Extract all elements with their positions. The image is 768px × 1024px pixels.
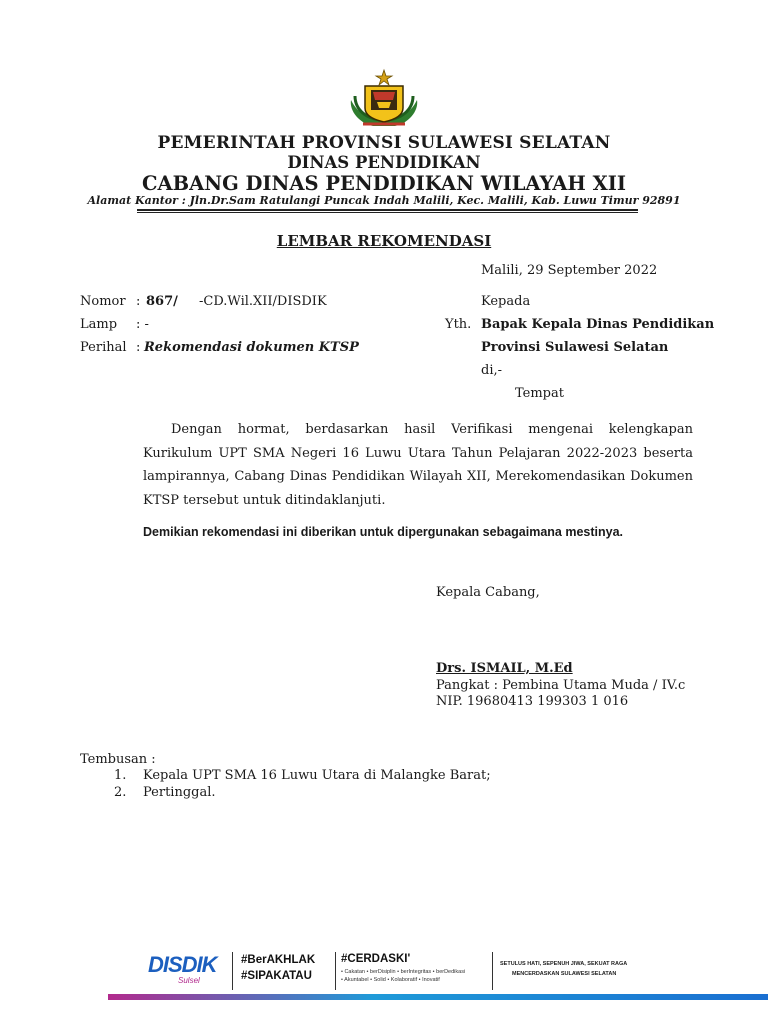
disdik-logo <box>148 952 228 992</box>
lamp-label: Lamp <box>80 317 118 332</box>
perihal-value: Rekomendasi dokumen KTSP <box>144 340 359 355</box>
tembusan-item-text: Kepala UPT SMA 16 Luwu Utara di Malangke Barat; <box>143 768 491 783</box>
nomor-colon: : <box>136 294 141 309</box>
nomor-code: -CD.Wil.XII/DISDIK <box>199 294 327 309</box>
recipient-di: di,- <box>481 363 503 378</box>
header-agency: DINAS PENDIDIKAN <box>287 153 481 172</box>
footer-divider <box>335 952 336 990</box>
signature-name: Drs. ISMAIL, M.Ed <box>436 661 573 676</box>
recipient-yth: Yth. <box>445 317 472 332</box>
tembusan-item-text: Pertinggal. <box>143 785 216 800</box>
tag-berakhlak: #BerAKHLAK <box>241 954 316 966</box>
values-line1: • Cakatan • berDisiplin • berIntegritas • berDedikasi <box>341 969 466 975</box>
footer-color-bar <box>108 994 768 1000</box>
header-rule-thick <box>137 209 638 211</box>
provincial-emblem <box>343 68 425 130</box>
signature-position: Kepala Cabang, <box>436 585 540 600</box>
recipient-line2: Provinsi Sulawesi Selatan <box>481 340 669 355</box>
body-paragraph: Dengan hormat, berdasarkan hasil Verifikasi mengenai kelengkapan Kurikulum UPT SMA Negeri 16 Luwu Utara Tahun Pelajaran 2022-2023 beserta lampirannya, Cabang Dinas Pendidikan Wilayah XII, Merekomendasikan Dokumen KTSP tersebut untuk ditindaklanjuti. <box>143 422 693 508</box>
motto-line1: SETULUS HATI, SEPENUH JIWA, SEKUAT RAGA <box>500 961 628 967</box>
motto-line2: MENCERDASKAN SULAWESI SELATAN <box>512 971 617 977</box>
footer-divider <box>232 952 233 990</box>
header-rule-thin <box>137 212 638 213</box>
tembusan-item-num: 2. <box>114 785 127 800</box>
disdik-logo-text: DISDIK <box>148 952 217 977</box>
recipient-kepada: Kepada <box>481 294 531 309</box>
perihal-colon: : <box>136 340 141 355</box>
values-line2: • Akuntabel • Solid • Kolaboratif • Inovatif <box>341 977 440 983</box>
lamp-value: : - <box>136 317 149 332</box>
nomor-label: Nomor <box>80 294 126 309</box>
header-government: PEMERINTAH PROVINSI SULAWESI SELATAN <box>157 133 611 153</box>
tag-cerdaski: #CERDASKI' <box>341 953 411 965</box>
recipient-line1: Bapak Kepala Dinas Pendidikan <box>481 317 715 332</box>
disdik-logo-sub: Sulsel <box>178 976 200 985</box>
header-address: Alamat Kantor : Jln.Dr.Sam Ratulangi Puncak Indah Malili, Kec. Malili, Kab. Luwu Timur 92891 <box>87 194 681 207</box>
perihal-label: Perihal <box>80 340 127 355</box>
footer-banner <box>108 942 768 1000</box>
document-title: LEMBAR REKOMENDASI <box>276 232 492 250</box>
recipient-tempat: Tempat <box>515 386 564 401</box>
letter-date: Malili, 29 September 2022 <box>481 263 658 278</box>
tembusan-item-num: 1. <box>114 768 127 783</box>
tembusan-label: Tembusan : <box>80 752 156 767</box>
closing-sentence: Demikian rekomendasi ini diberikan untuk dipergunakan sebagaimana mestinya. <box>143 525 624 539</box>
footer-divider <box>492 952 493 990</box>
signature-nip: NIP. 19680413 199303 1 016 <box>436 694 629 709</box>
tag-sipakatau: #SIPAKATAU <box>241 970 312 982</box>
header-branch: CABANG DINAS PENDIDIKAN WILAYAH XII <box>142 172 626 195</box>
nomor-number: 867/ <box>146 294 178 309</box>
signature-rank: Pangkat : Pembina Utama Muda / IV.c <box>436 678 686 693</box>
